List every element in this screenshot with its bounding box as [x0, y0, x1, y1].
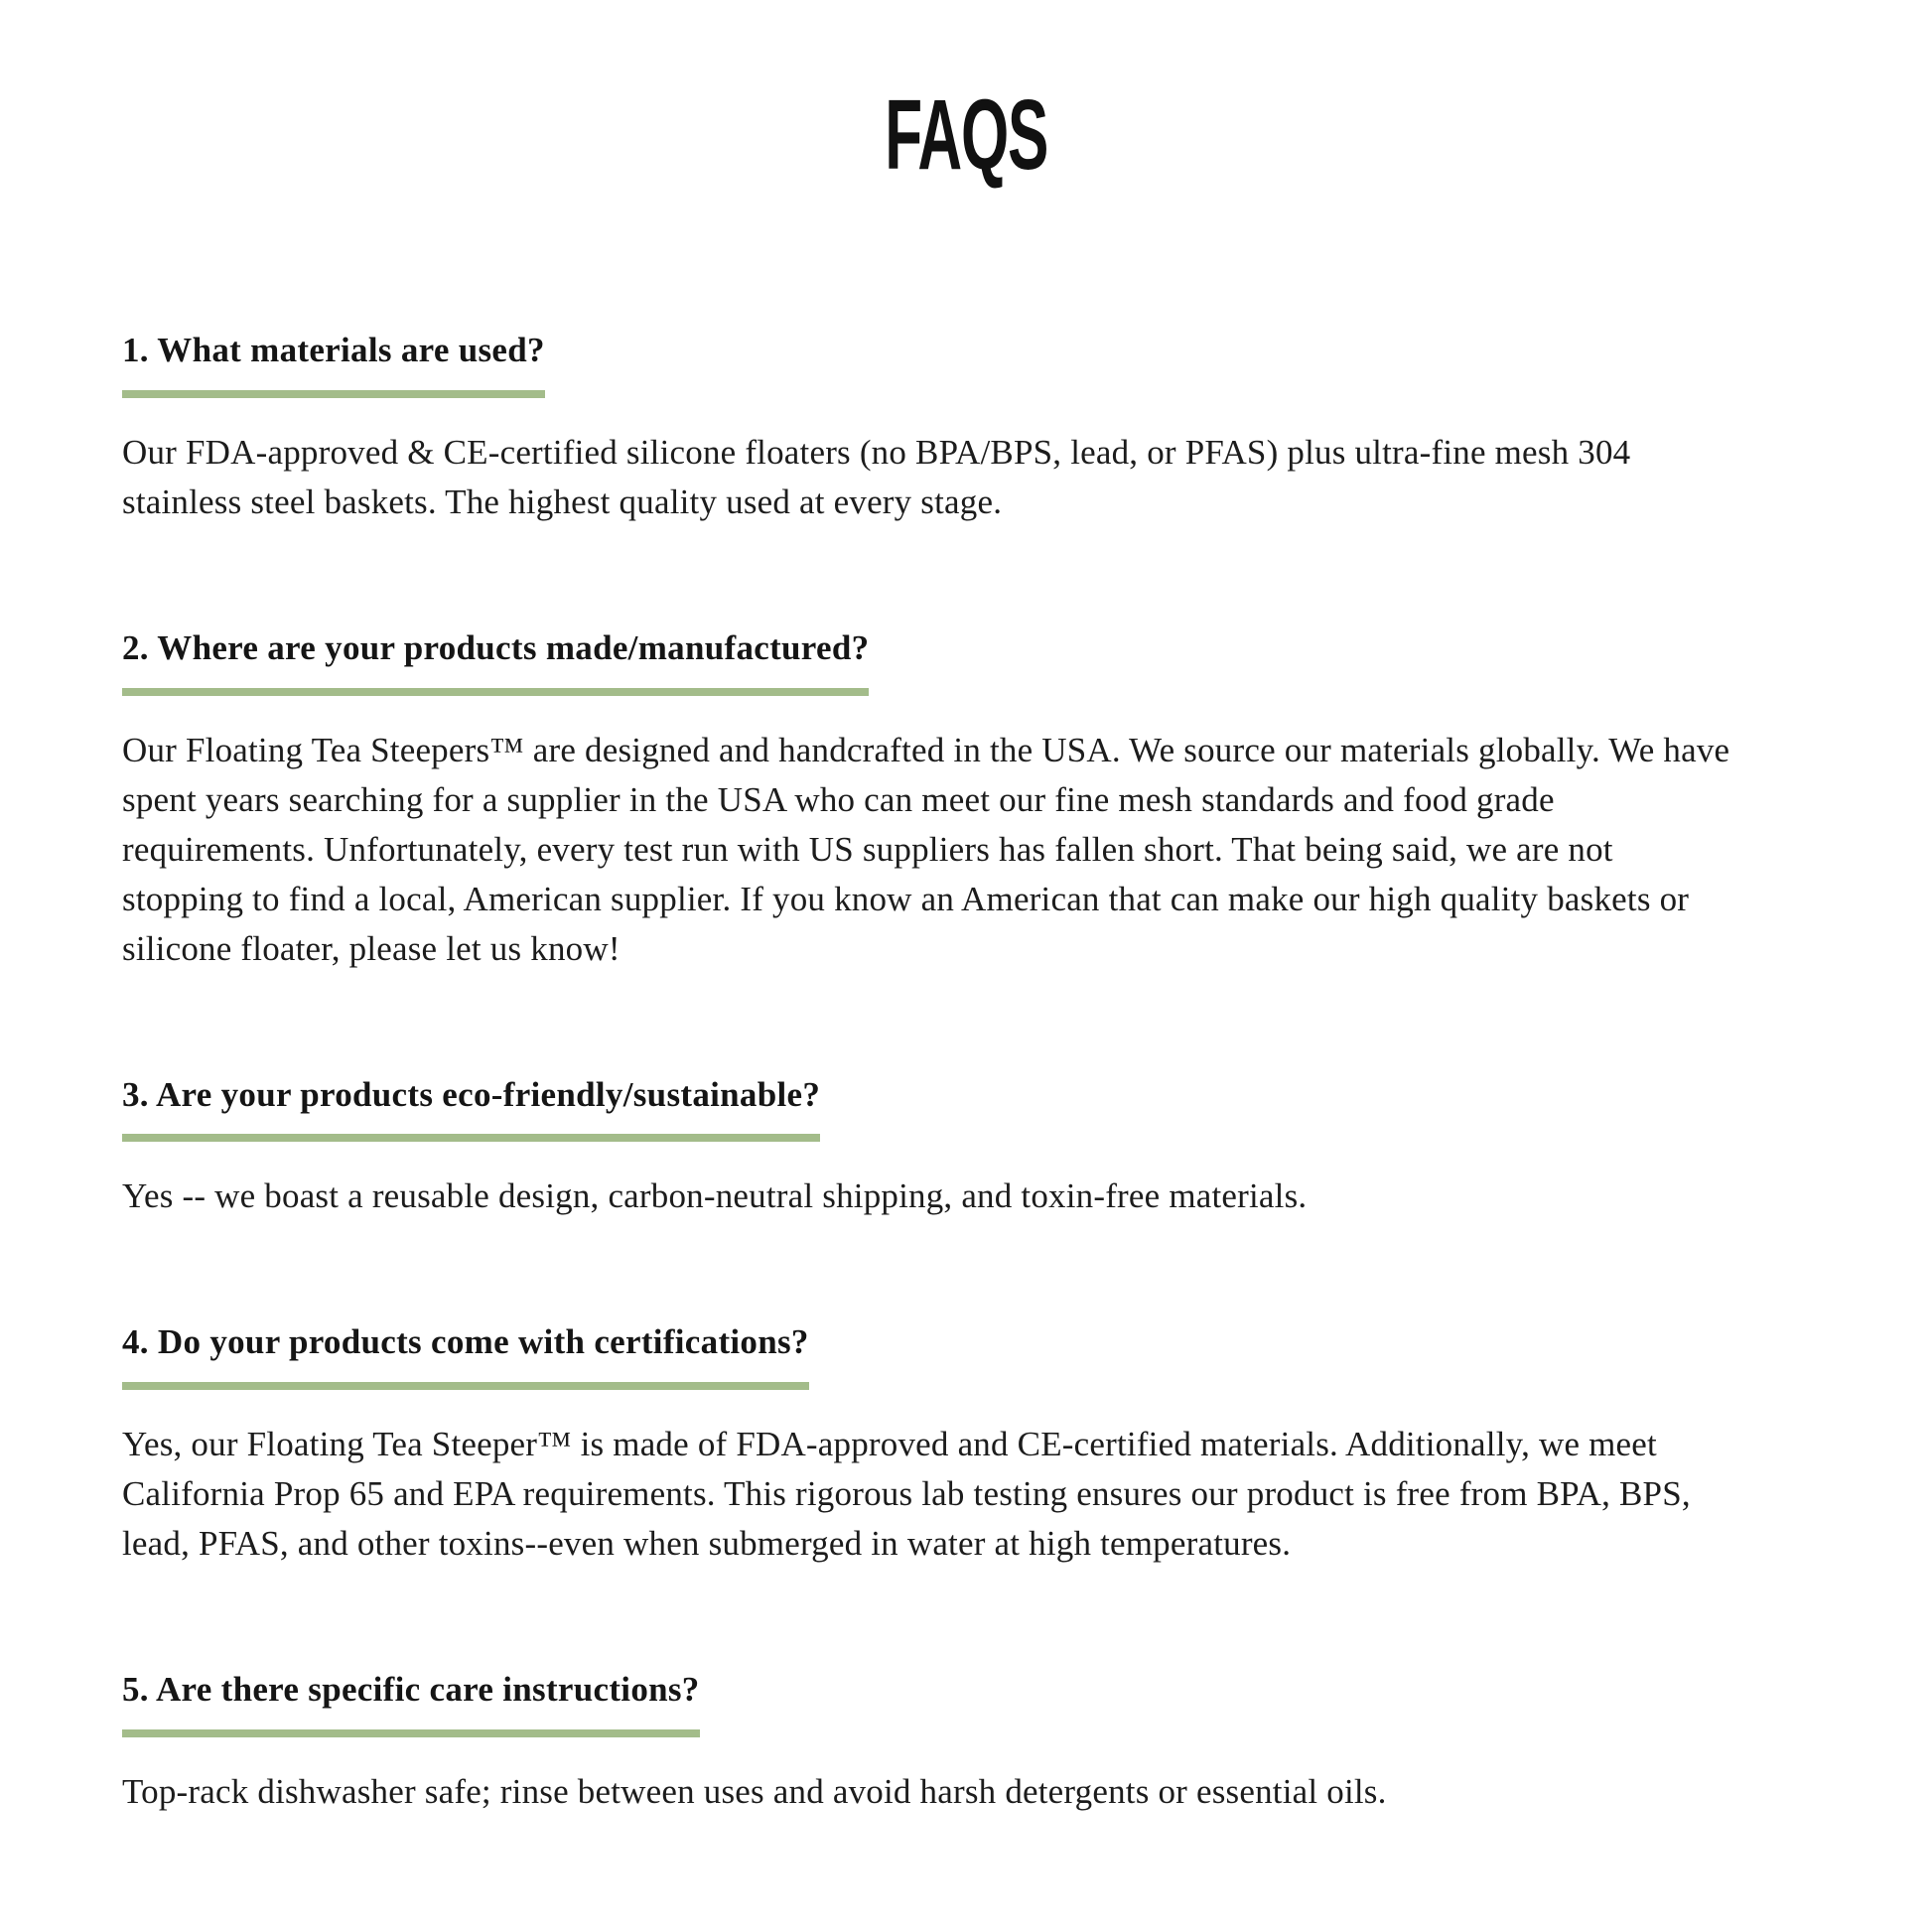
faq-answer: Yes -- we boast a reusable design, carbon-neutral shipping, and toxin-free materials. [122, 1176, 1308, 1216]
faq-section [122, 1073, 1730, 1222]
faq-question [122, 1320, 1730, 1390]
page-title-text: FAQS [885, 79, 1047, 191]
faq-question [122, 1668, 1730, 1737]
faq-answer: Yes, our Floating Tea Steeper™ is made of FDA-approved and CE-certified materials. Additionally, we meet California Prop 65 and EPA requirements. This rigorous lab testing ensures our product is free from BPA, BPS, lead, PFAS, and other toxins--even when submerged in water at high temperatures. [122, 1425, 1691, 1563]
page-title [0, 79, 1932, 191]
faq-question-text: 1. What materials are used? [122, 329, 545, 398]
faq-answer: Our FDA-approved & CE-certified silicone floaters (no BPA/BPS, lead, or PFAS) plus ultra-fine mesh 304 stainless steel baskets. The highest quality used at every stage. [122, 432, 1631, 521]
faq-section [122, 626, 1730, 974]
faq-section [122, 1668, 1730, 1817]
faq-question-text: 5. Are there specific care instructions? [122, 1668, 700, 1737]
faq-section [122, 1320, 1730, 1569]
faq-section [122, 329, 1730, 527]
faq-question-text: 3. Are your products eco-friendly/sustainable? [122, 1073, 820, 1143]
faq-question [122, 1073, 1730, 1143]
faq-question [122, 329, 1730, 398]
faq-question [122, 626, 1730, 696]
faq-answer: Top-rack dishwasher safe; rinse between uses and avoid harsh detergents or essential oils. [122, 1771, 1387, 1811]
faq-answer: Our Floating Tea Steepers™ are designed and handcrafted in the USA. We source our materials globally. We have spent years searching for a supplier in the USA who can meet our fine mesh standards and food grade requirements. Unfortunately, every test run with US suppliers has fallen short. That being said, we are not stopping to find a local, American supplier. If you know an American that can make our high quality baskets or silicone floater, please let us know! [122, 730, 1730, 968]
faq-question-text: 4. Do your products come with certifications? [122, 1320, 809, 1390]
faq-content [122, 329, 1730, 1817]
faq-question-text: 2. Where are your products made/manufactured? [122, 626, 869, 696]
